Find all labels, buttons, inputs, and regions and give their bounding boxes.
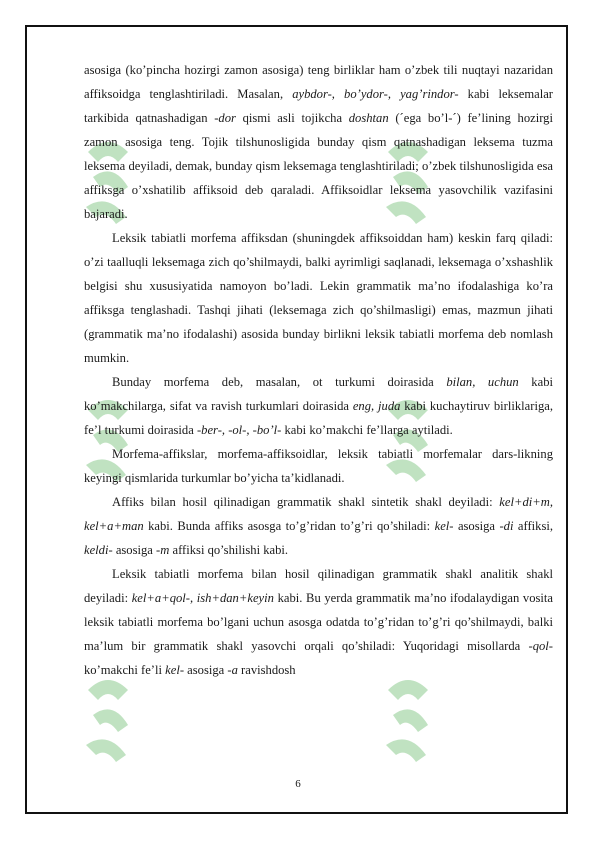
paragraph [84,226,553,370]
text-run: kabi. Bunda affiks asosga to’g’ridan to’g’ri qo’shiladi: [143,519,435,533]
text-run: (´ega bo’l-´) fe’lining hozirgi zamon asosiga teng. Tojik tilshunosligida bunday qism qatnashadigan leksema tuzma leksema deyiladi, demak, bunday qism leksemaga tenglashtiriladi; o’zbek tilshunosligida esa affiksga o’xshatilib affiksoid deb qaraladi. Affiksoidlar leksema yasovchilik vazifasini bajaradi. [84,111,553,221]
italic-run: -di [499,519,514,533]
text-run: asosiga [453,519,500,533]
paragraph [84,58,553,226]
paragraph [84,370,553,442]
page-number: 6 [295,778,301,790]
italic-run: doshtan [348,111,389,125]
text-run: ravishdosh [237,663,296,677]
italic-run: keldi- [84,543,113,557]
watermark-logo [378,670,438,790]
paragraph [84,442,553,490]
text-run: Affiks bilan hosil qilinadigan grammatik shakl sintetik shakl deyiladi: [112,495,500,509]
italic-run: -qol- [528,639,553,653]
italic-run: kel- [434,519,454,533]
italic-run: kel+di+m, kel+a+man [84,495,553,533]
text-run: kabi leksemalar tarkibida qatnashadigan [84,87,553,125]
italic-run: -m [156,543,170,557]
text-run: kabi kuchaytiruv birliklariga, fe’l turkumi doirasida [84,399,553,437]
text-run: Leksik tabiatli morfema affiksdan (shuningdek affiksoiddan ham) keskin farq qiladi: o’zi taalluqli leksemaga zich qo’shilmaydi, balki ayrimligi saqlanadi, leksemaga o’xshashlik belgisi shu xususiyatida namoyon bo’ladi. Lekin grammatik ma’no ifodalashiga ko’ra affiksga tenglashadi. Tashqi jihati (leksemaga zich qo’shilmasligi) emas, mazmun jihati (grammatik ma’no ifodalashi) asosida bunday birlikni leksik tabiatli morfema deb nomlash mumkin. [84,231,553,365]
text-run: Morfema-affikslar, morfema-affiksoidlar, leksik tabiatli morfemalar dars-likning keyingi qismlarida turkumlar bo’yicha ta’kidlanadi. [84,447,553,485]
text-run: affiksi, [513,519,554,533]
text-run: kabi ko’makchi fe’llarga aytiladi. [281,423,453,437]
text-run: kabi. Bu yerda grammatik ma’no ifodalaydigan vosita leksik tabiatli morfema bo’lgani uchun asosga odatda to’g’ridan to’g’ri qo’shilmaydi, balki ma’lum bir grammatik shakl yasovchi orqali qo’shiladi: Yuqoridagi misollarda [84,591,553,653]
italic-run: -dor [214,111,236,125]
paragraph [84,490,553,562]
italic-run: kel+a+qol-, ish+dan+keyin [131,591,274,605]
text-run: Bunday morfema deb, masalan, ot turkumi doirasida [112,375,447,389]
italic-run: -ber-, -ol-, -bo’l- [196,423,282,437]
text-run: asosiga [112,543,157,557]
text-run: Leksik tabiatli morfema bilan hosil qilinadigan grammatik shakl analitik shakl deyiladi: [84,567,553,605]
text-run: kabi ko’makchilarga, sifat va ravish turkumlari doirasida [84,375,553,413]
italic-run: eng, juda [352,399,401,413]
text-run: qismi asli tojikcha [235,111,349,125]
text-run: affiksi qo’shilishi kabi. [169,543,289,557]
document-body [84,58,553,682]
paragraph [84,562,553,682]
text-run: asosiga [184,663,228,677]
text-run: asosiga (ko’pincha hozirgi zamon asosiga) teng birliklar ham o’zbek tili nuqtayi nazaridan affiksoidga tenglashtiriladi. Masalan, [84,63,553,101]
italic-run: kel- [165,663,185,677]
italic-run: -a [227,663,238,677]
text-run: ko’makchi fe’li [84,663,166,677]
watermark-logo [78,670,138,790]
italic-run: bilan, uchun [446,375,519,389]
italic-run: aybdor-, bo’ydor-, yag’rindor- [292,87,459,101]
